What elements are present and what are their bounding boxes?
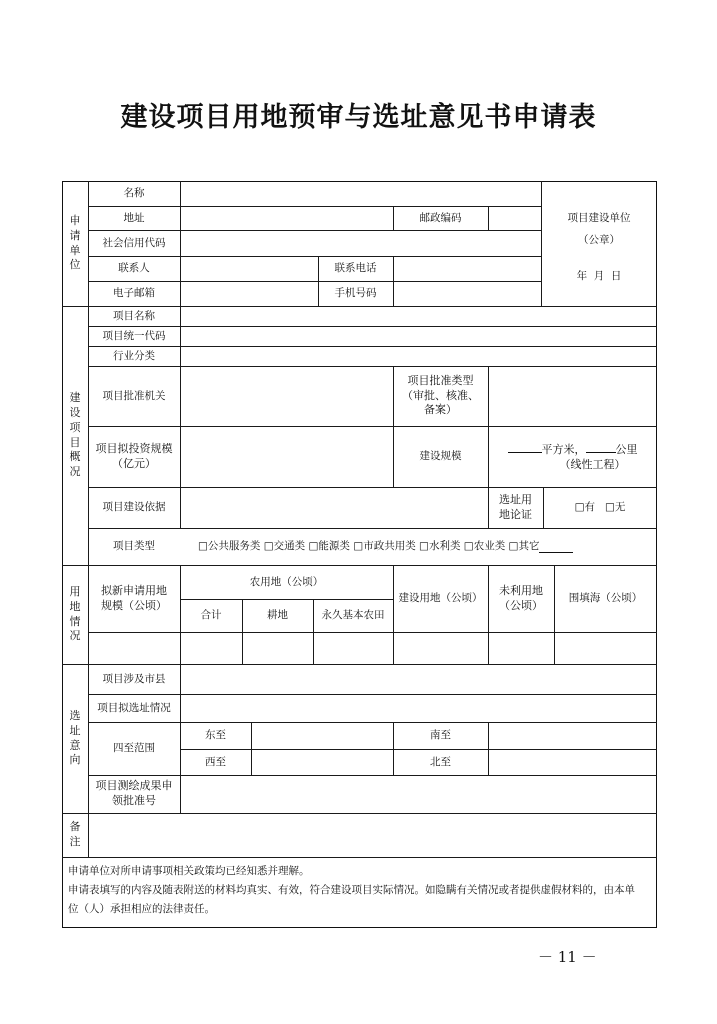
label-farm: 农用地（公顷） [249, 575, 324, 588]
label-construction: 建设用地（公顷） [398, 592, 483, 605]
label-south: 南至 [430, 729, 451, 742]
seal-label: （公章） [578, 233, 620, 246]
declaration-line-1: 申请单位对所申请事项相关政策均已经知悉并理解。 [68, 865, 310, 877]
field-proposed[interactable] [180, 694, 657, 722]
type-other-blank[interactable] [539, 541, 573, 553]
label-scale: 建设规模 [419, 450, 462, 463]
field-type [180, 528, 657, 565]
label-approval-org: 项目批准机关 [102, 389, 166, 402]
field-scale[interactable] [488, 426, 657, 487]
label-survey [88, 775, 180, 813]
unused-line: 未利用地 [499, 583, 543, 597]
investment-line: 项目拟投资规模 [95, 441, 173, 455]
label-basic-farm: 永久基本农田 [321, 609, 385, 622]
declaration-line-3: 位（人）承担相应的法律责任。 [68, 903, 215, 915]
field-phone[interactable] [393, 256, 541, 281]
field-address[interactable] [180, 206, 393, 230]
section-label-applicant: 申 请 单 位 [69, 213, 81, 272]
label-proposed: 项目拟选址情况 [97, 701, 171, 714]
new-scale-line: 规模（公顷） [101, 598, 167, 612]
label-approval-type [393, 366, 488, 426]
unused-line: （公顷） [499, 598, 543, 612]
label-east: 东至 [205, 729, 226, 742]
field-west[interactable] [251, 749, 393, 775]
field-mobile[interactable] [393, 281, 541, 306]
label-new-scale [88, 565, 180, 632]
label-project-code: 项目统一代码 [102, 329, 166, 342]
field-new-scale[interactable] [88, 632, 180, 664]
section-label-land: 用 地 情 况 [69, 584, 81, 643]
approval-type-line: 项目批准类型 [407, 373, 474, 387]
declaration-line-2: 申请表填写的内容及随表附送的材料均真实、有效，符合建设项目实际情况。如隐瞒有关情况或者提供虚假材料的，由本单 [68, 884, 635, 896]
field-north[interactable] [488, 749, 657, 775]
field-survey[interactable] [180, 775, 657, 813]
type-options[interactable]: □公共服务类 □交通类 □能源类 □市政共用类 □水利类 □农业类 □其它 [198, 540, 540, 553]
field-approval-org[interactable] [180, 366, 393, 426]
page-number: － 11 － [538, 948, 597, 966]
site-demo-line: 地论证 [499, 507, 532, 521]
label-bounds: 四至范围 [113, 742, 155, 755]
checkbox-yes[interactable]: □有 [574, 501, 595, 514]
section-label-remarks: 备 注 [69, 820, 81, 848]
label-total: 合计 [200, 609, 222, 622]
length-unit: 公里 [615, 442, 638, 456]
field-reclaim[interactable] [554, 632, 657, 664]
field-approval-type[interactable] [488, 366, 657, 426]
page-title: 建设项目用地预审与选址意见书申请表 [120, 102, 597, 133]
label-postcode: 邮政编码 [419, 211, 462, 224]
area-blank[interactable] [508, 441, 542, 453]
field-site-demo [543, 487, 657, 528]
label-north: 北至 [430, 755, 451, 768]
field-project-name[interactable] [180, 306, 657, 326]
label-cultivated: 耕地 [267, 609, 288, 622]
field-south[interactable] [488, 722, 657, 749]
seal-date: 年 月 日 [576, 269, 622, 282]
label-basis: 项目建设依据 [102, 501, 166, 514]
checkbox-no[interactable]: □无 [605, 501, 626, 514]
field-unused[interactable] [488, 632, 554, 664]
approval-type-line: （审批、核准、 [402, 388, 479, 402]
label-industry: 行业分类 [113, 349, 155, 362]
field-construction[interactable] [393, 632, 488, 664]
seal-unit-label: 项目建设单位 [567, 211, 631, 224]
new-scale-line: 拟新申请用地 [101, 583, 167, 597]
label-investment [88, 426, 180, 487]
section-label-site: 选 址 意 向 [69, 708, 81, 767]
field-total[interactable] [180, 632, 242, 664]
length-blank[interactable] [586, 441, 616, 453]
label-type: 项目类型 [113, 540, 155, 553]
field-postcode[interactable] [488, 206, 541, 230]
label-email: 电子邮箱 [113, 287, 155, 300]
label-project-name: 项目名称 [113, 309, 155, 322]
label-phone: 联系电话 [334, 262, 377, 275]
label-site-demo [488, 487, 543, 528]
label-reclaim: 围填海（公顷） [568, 592, 643, 605]
field-email[interactable] [180, 281, 318, 306]
field-industry[interactable] [180, 346, 657, 366]
linear-note: （线性工程） [559, 457, 626, 471]
area-unit: 平方米， [541, 442, 586, 456]
label-contact: 联系人 [118, 262, 150, 275]
label-credit-code: 社会信用代码 [102, 236, 166, 249]
field-basic-farm[interactable] [313, 632, 393, 664]
approval-type-line: 备案） [424, 403, 457, 417]
field-contact[interactable] [180, 256, 318, 281]
field-name[interactable] [180, 181, 541, 206]
field-counties[interactable] [180, 664, 657, 694]
field-investment[interactable] [180, 426, 393, 487]
field-basis[interactable] [180, 487, 488, 528]
investment-line: （亿元） [112, 456, 156, 470]
label-name: 名称 [123, 187, 145, 200]
field-east[interactable] [251, 722, 393, 749]
site-demo-line: 选址用 [499, 492, 532, 506]
label-west: 西至 [205, 755, 226, 768]
label-address: 地址 [123, 211, 145, 224]
label-mobile: 手机号码 [334, 287, 377, 300]
field-credit-code[interactable] [180, 230, 541, 256]
survey-line: 领批准号 [112, 794, 156, 807]
label-counties: 项目涉及市县 [102, 672, 166, 685]
field-project-code[interactable] [180, 326, 657, 346]
section-label-overview: 建 设 项 目 概 况 [69, 390, 81, 479]
field-cultivated[interactable] [242, 632, 313, 664]
survey-line: 项目测绘成果申 [95, 779, 173, 793]
scale-units-line [508, 441, 638, 458]
field-remarks[interactable] [88, 813, 657, 857]
label-unused [488, 565, 554, 632]
